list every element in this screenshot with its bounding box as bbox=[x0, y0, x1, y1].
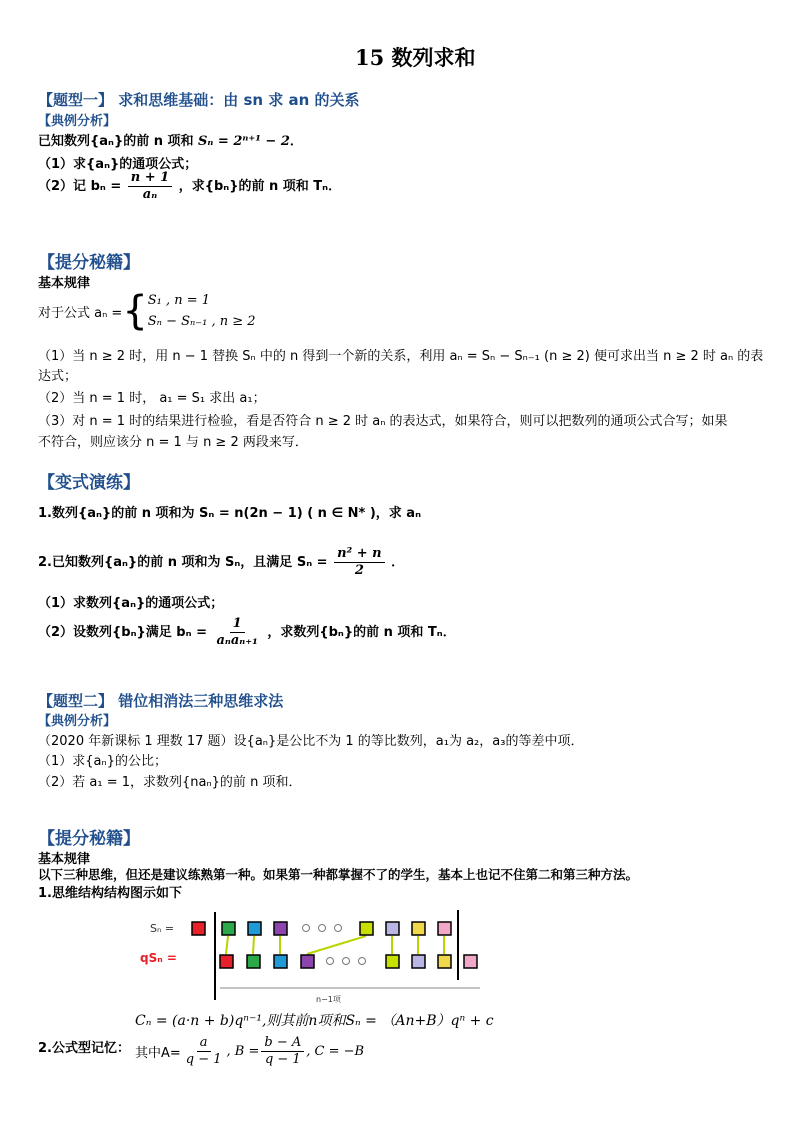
type1-header: 【题型一】 求和思维基础：由 sn 求 an 的关系 bbox=[38, 91, 360, 109]
tips1-line3: （3）对 n = 1 时的结果进行检验，看是否符合 n ≥ 2 时 aₙ 的表达式，如果符合，则可以把数列的通项公式合写；如果 bbox=[38, 414, 728, 429]
tips2-coefficients bbox=[135, 1035, 364, 1068]
diagram-link-line bbox=[253, 936, 254, 954]
type1-problem-formula: Sₙ = 2ⁿ⁺¹ − 2 bbox=[198, 134, 290, 149]
coef-B-den: q − 1 bbox=[264, 1052, 301, 1067]
diagram-row1-square bbox=[192, 922, 205, 935]
diagram-row2-square bbox=[301, 955, 314, 968]
type2-q1: （1）求{aₙ}的公比； bbox=[38, 754, 167, 769]
tips2-item1: 1.思维结构结构图示如下 bbox=[38, 886, 182, 901]
type1-problem-end: ． bbox=[289, 134, 303, 149]
type1-q2-post: ，求{bₙ}的前 n 项和 Tₙ． bbox=[178, 179, 342, 194]
variant-p2-q2-fraction bbox=[214, 616, 261, 649]
diagram-row1 bbox=[192, 922, 451, 935]
diagram-row2-square bbox=[464, 955, 477, 968]
tips1-line1: （1）当 n ≥ 2 时，用 n − 1 替换 Sₙ 中的 n 得到一个新的关系，利用 aₙ = Sₙ − Sₙ₋₁ (n ≥ 2) 便可求出当 n ≥ 2 时 aₙ 的表 bbox=[38, 349, 764, 364]
tips1-header: 【提分秘籍】 bbox=[38, 253, 140, 273]
ellipsis-dot bbox=[343, 958, 350, 965]
diagram-row2-square bbox=[386, 955, 399, 968]
tips2-item2: 2.公式型记忆： bbox=[38, 1041, 130, 1056]
tips2-formula-line: Cₙ = (a·n + b)qⁿ⁻¹,则其前n项和Sₙ = （An+B）qⁿ + c bbox=[135, 1013, 494, 1029]
diagram-row2-square bbox=[220, 955, 233, 968]
variant-p2-pre: 2.已知数列{aₙ}的前 n 项和为 Sₙ，且满足 Sₙ = bbox=[38, 555, 328, 570]
type1-q2-pre: （2）记 bₙ = bbox=[38, 179, 122, 194]
tips1-piecewise bbox=[38, 290, 256, 332]
diagram-links bbox=[226, 936, 444, 954]
variant-problem-1: 1.数列{aₙ}的前 n 项和为 Sₙ = n(2n − 1) ( n ∈ N* )，求 aₙ bbox=[38, 506, 421, 521]
page-title: 15 数列求和 bbox=[355, 45, 476, 70]
coef-A-den: q − 1 bbox=[185, 1052, 222, 1067]
diagram-row2-square bbox=[274, 955, 287, 968]
type1-q2-den: aₙ bbox=[142, 187, 158, 202]
type1-q2-fraction bbox=[128, 170, 172, 203]
tips1-formula-pre: 对于公式 aₙ = bbox=[38, 305, 123, 321]
coef-B-num: b − A bbox=[261, 1035, 304, 1052]
tips1-rule-label: 基本规律 bbox=[38, 276, 91, 291]
type1-problem-text: 已知数列{aₙ}的前 n 项和 bbox=[38, 134, 199, 149]
diagram-row2-label: qSₙ = bbox=[140, 951, 177, 965]
diagram-row2-square bbox=[412, 955, 425, 968]
diagram-bottom-label: n−1项 bbox=[316, 995, 341, 1004]
tips1-line3b: 不符合，则应该分 n = 1 与 n ≥ 2 两段来写． bbox=[38, 435, 308, 450]
type2-line1: （2020 年新课标 1 理数 17 题）设{aₙ}是公比不为 1 的等比数列，a₁为 a₂，a₃的等差中项． bbox=[38, 734, 584, 749]
diagram-row1-square bbox=[248, 922, 261, 935]
tips2-header: 【提分秘籍】 bbox=[38, 829, 140, 849]
left-brace-icon: { bbox=[122, 288, 148, 334]
tips1-case2: Sₙ − Sₙ₋₁ , n ≥ 2 bbox=[147, 314, 256, 329]
type1-q2 bbox=[38, 170, 341, 203]
diagram-row1-square bbox=[386, 922, 399, 935]
type1-q1: （1）求{aₙ}的通项公式； bbox=[38, 157, 198, 172]
diagram-row1-square bbox=[438, 922, 451, 935]
tips1-cases bbox=[148, 290, 256, 332]
ellipsis-dot bbox=[303, 925, 310, 932]
variant-p2-q2-post: ，求数列{bₙ}的前 n 项和 Tₙ． bbox=[267, 625, 456, 640]
variant-p2-q2-num: 1 bbox=[230, 616, 245, 633]
diagram-row1-square bbox=[360, 922, 373, 935]
diagram-row1-square bbox=[412, 922, 425, 935]
variant-p2-q2-pre: （2）设数列{bₙ}满足 bₙ = bbox=[38, 625, 207, 640]
type1-example-label: 【典例分析】 bbox=[38, 114, 117, 129]
diagram-row1-square bbox=[274, 922, 287, 935]
diagram-row1-square bbox=[222, 922, 235, 935]
variant-p2-q2-den: aₙaₙ₊₁ bbox=[216, 633, 258, 648]
diagram-row2-square bbox=[247, 955, 260, 968]
tips1-line2: （2）当 n = 1 时， a₁ = S₁ 求出 a₁； bbox=[38, 391, 266, 406]
type1-problem-intro bbox=[38, 130, 303, 149]
diagram-link-line bbox=[226, 936, 228, 954]
type2-q2: （2）若 a₁ = 1，求数列{naₙ}的前 n 项和． bbox=[38, 775, 302, 790]
tips2-intro: 以下三种思维，但还是建议练熟第一种。如果第一种都掌握不了的学生，基本上也记不住第二和第三种方法。 bbox=[38, 867, 639, 882]
variant-p2-post: ． bbox=[391, 555, 405, 570]
ellipsis-dot bbox=[327, 958, 334, 965]
coef-A-num: a bbox=[197, 1035, 211, 1052]
diagram-row2-square bbox=[438, 955, 451, 968]
variant-p2-den: 2 bbox=[354, 563, 364, 578]
diagram-row2 bbox=[220, 955, 477, 968]
variant-p2-q2 bbox=[38, 616, 456, 649]
diagram-link-line bbox=[307, 936, 366, 954]
variant-problem-2 bbox=[38, 546, 404, 579]
variants-header: 【变式演练】 bbox=[38, 473, 140, 493]
tips1-line1b: 达式； bbox=[38, 369, 78, 384]
dislocation-diagram bbox=[130, 900, 500, 1008]
type1-q2-num: n + 1 bbox=[128, 170, 172, 187]
ellipsis-dot bbox=[359, 958, 366, 965]
coef-pre: 其中A= bbox=[135, 1046, 181, 1061]
tips2-rule-label: 基本规律 bbox=[38, 852, 91, 867]
coef-A-fraction bbox=[183, 1035, 225, 1068]
ellipsis-dot bbox=[335, 925, 342, 932]
variant-p2-fraction bbox=[334, 546, 385, 579]
coef-B-fraction bbox=[261, 1035, 304, 1068]
variant-p2-q1: （1）求数列{aₙ}的通项公式； bbox=[38, 596, 224, 611]
type2-header: 【题型二】 错位相消法三种思维求法 bbox=[38, 692, 284, 710]
diagram-row1-label: Sₙ = bbox=[150, 922, 175, 935]
ellipsis-dot bbox=[319, 925, 326, 932]
variant-p2-num: n² + n bbox=[334, 546, 385, 563]
tips1-case1: S₁ , n = 1 bbox=[147, 293, 211, 308]
coef-B-pre: , B = bbox=[226, 1044, 260, 1059]
type2-example-label: 【典例分析】 bbox=[38, 714, 117, 729]
coef-C: , C = −B bbox=[306, 1044, 365, 1059]
